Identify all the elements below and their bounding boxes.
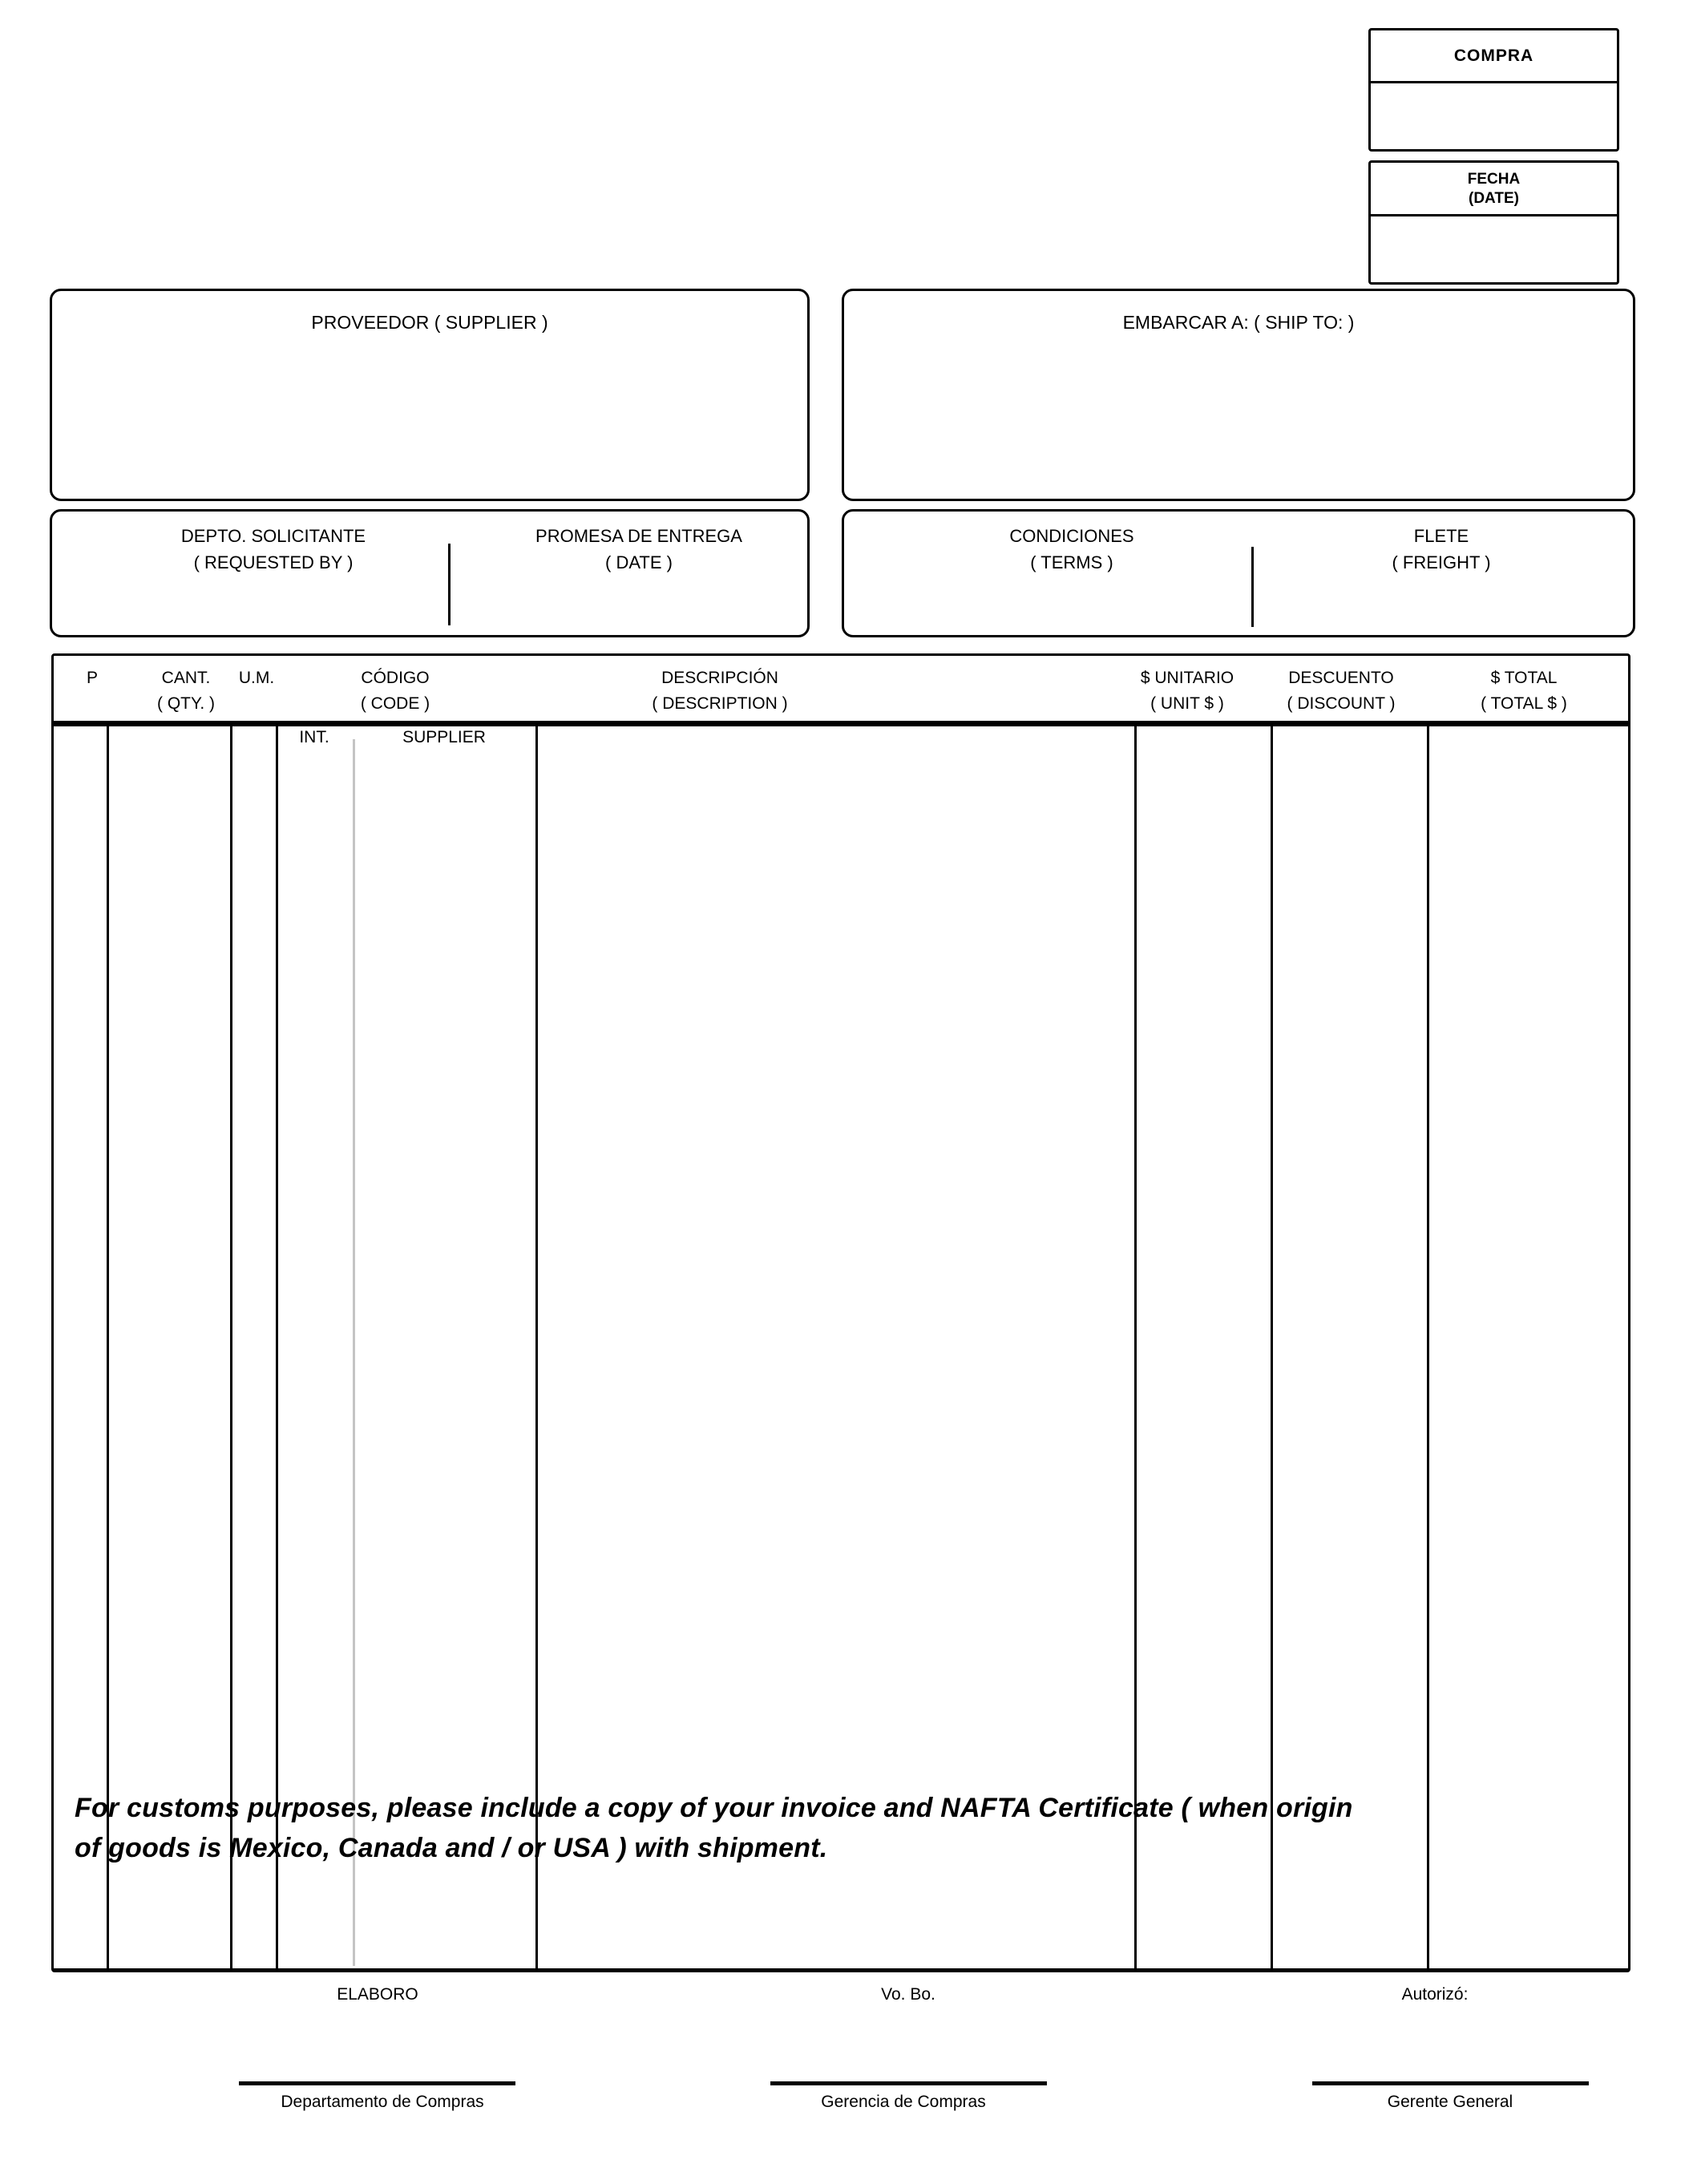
date-label: FECHA (DATE) xyxy=(1467,171,1521,207)
date-box xyxy=(1368,160,1619,285)
supplier-field[interactable] xyxy=(52,339,807,499)
col-header-p: P xyxy=(86,669,99,687)
supplier-box xyxy=(50,289,810,501)
terms-field[interactable] xyxy=(844,576,1251,635)
prepared-by-label: ELABORO xyxy=(337,1985,418,2004)
requested-by-delivery-box xyxy=(50,509,810,637)
col-header-qty: CANT. ( QTY. ) xyxy=(157,669,215,713)
order-number-label: COMPRA xyxy=(1453,47,1534,65)
header-separator-line xyxy=(54,721,1628,726)
ship-to-field[interactable] xyxy=(844,339,1633,499)
requested-by-label: DEPTO. SOLICITANTE ( REQUESTED BY ) xyxy=(180,526,366,572)
date-field[interactable] xyxy=(1371,216,1617,282)
freight-field[interactable] xyxy=(1254,576,1633,635)
col-header-unit-price: $ UNITARIO ( UNIT $ ) xyxy=(1140,669,1234,713)
signature-label-purchasing-dept: Departamento de Compras xyxy=(281,2093,484,2111)
col-header-total: $ TOTAL ( TOTAL $ ) xyxy=(1481,669,1567,713)
customs-note: For customs purposes, please include a copy of your invoice and NAFTA Certificate ( when origin of goods is Mexico, Canada and / or USA ) with shipment. xyxy=(75,1793,1353,1863)
ship-to-box xyxy=(842,289,1635,501)
col-header-um: U.M. xyxy=(238,669,275,687)
supplier-label: PROVEEDOR ( SUPPLIER ) xyxy=(311,312,548,333)
freight-label: FLETE ( FREIGHT ) xyxy=(1392,526,1491,572)
order-number-field[interactable] xyxy=(1371,83,1617,149)
line-items-entry-area[interactable] xyxy=(54,760,1628,1968)
order-number-box xyxy=(1368,28,1619,152)
col-header-description: DESCRIPCIÓN ( DESCRIPTION ) xyxy=(652,669,788,713)
signature-line-general-manager[interactable] xyxy=(1312,2081,1589,2085)
signature-line-purchasing-dept[interactable] xyxy=(239,2081,515,2085)
delivery-date-field[interactable] xyxy=(451,576,807,635)
authorized-by-label: Autorizó: xyxy=(1401,1985,1469,2004)
terms-freight-box xyxy=(842,509,1635,637)
signature-label-purchasing-mgmt: Gerencia de Compras xyxy=(821,2093,986,2111)
subcol-header-supplier-code: SUPPLIER xyxy=(402,728,486,746)
subcol-header-internal-code: INT. xyxy=(299,728,329,746)
approved-by-label: Vo. Bo. xyxy=(881,1985,935,2004)
requested-by-field[interactable] xyxy=(52,576,448,635)
col-header-discount: DESCUENTO ( DISCOUNT ) xyxy=(1287,669,1396,713)
signature-line-purchasing-mgmt[interactable] xyxy=(770,2081,1047,2085)
col-header-code: CÓDIGO ( CODE ) xyxy=(360,669,430,713)
line-items-table xyxy=(51,653,1630,1972)
delivery-date-label: PROMESA DE ENTREGA ( DATE ) xyxy=(535,526,742,572)
terms-label: CONDICIONES ( TERMS ) xyxy=(1009,526,1134,572)
signature-label-general-manager: Gerente General xyxy=(1387,2093,1513,2111)
ship-to-label: EMBARCAR A: ( SHIP TO: ) xyxy=(1122,312,1355,333)
